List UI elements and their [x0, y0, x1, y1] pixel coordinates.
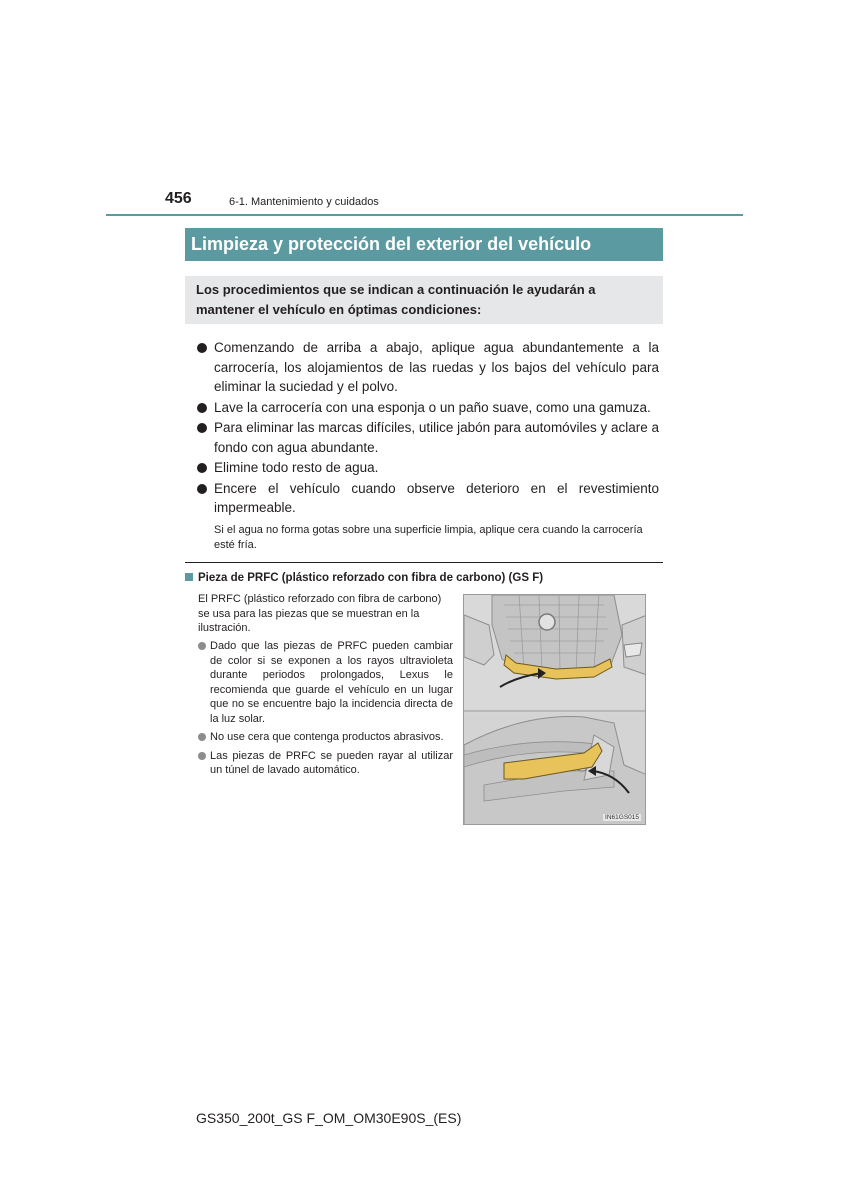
bullet-icon	[197, 484, 207, 494]
cfrp-parts-illustration	[463, 594, 646, 825]
bullet-icon	[197, 403, 207, 413]
square-bullet-icon	[185, 573, 193, 581]
section-title: Limpieza y protección del exterior del vehículo	[185, 228, 663, 261]
header-divider	[106, 214, 743, 216]
list-item-text: No use cera que contenga productos abrasivos.	[210, 731, 444, 743]
list-item-text: Dado que las piezas de PRFC pueden cambiar de color si se exponen a los rayos ultravioleta durante periodos prolongados, Lexus le recomienda que guarde el vehículo en un lugar que no se encuentre bajo la incidencia directa de la luz solar.	[210, 640, 453, 725]
list-item	[198, 730, 453, 745]
list-item	[197, 458, 659, 478]
list-item	[197, 398, 659, 418]
list-item-text: Lave la carrocería con una esponja o un paño suave, como una gamuza.	[214, 399, 651, 415]
section-reference: 6-1. Mantenimiento y cuidados	[229, 196, 379, 208]
bullet-icon	[197, 463, 207, 473]
section-divider	[185, 562, 663, 563]
list-item-text: Encere el vehículo cuando observe deterioro en el revestimiento impermeable.	[214, 480, 659, 515]
list-item	[198, 639, 453, 726]
bullet-icon	[198, 733, 206, 741]
list-item-text: Para eliminar las marcas difíciles, utilice jabón para automóviles y aclare a fondo con agua abundante.	[214, 420, 659, 455]
document-footer: GS350_200t_GS F_OM_OM30E90S_(ES)	[196, 1110, 462, 1126]
list-item	[197, 418, 659, 457]
figure-code: IN61GS015	[605, 814, 639, 821]
car-parts-drawing	[464, 595, 646, 825]
page-number: 456	[165, 190, 192, 207]
subsection-text: El PRFC (plástico reforzado con fibra de carbono) se usa para las piezas que se muestran en la ilustración.	[198, 593, 442, 634]
bullet-icon	[197, 423, 207, 433]
subsection-heading	[185, 572, 543, 584]
intro-text: Los procedimientos que se indican a continuación le ayudarán a mantener el vehículo en óptimas condiciones:	[196, 282, 596, 317]
list-item-text: Las piezas de PRFC se pueden rayar al utilizar un túnel de lavado automático.	[210, 749, 453, 776]
intro-box	[185, 276, 663, 324]
bullet-icon	[197, 343, 207, 353]
list-item-text: Comenzando de arriba a abajo, aplique agua abundantemente a la carrocería, los alojamientos de las ruedas y los bajos del vehículo para eliminar la suciedad y el polvo.	[214, 340, 659, 394]
subsection-heading-text: Pieza de PRFC (plástico reforzado con fibra de carbono) (GS F)	[198, 572, 544, 584]
list-item	[197, 338, 659, 397]
bullet-icon	[198, 642, 206, 650]
bullet-icon	[198, 752, 206, 760]
list-item	[197, 479, 659, 518]
cfrp-notes-list	[198, 639, 453, 782]
wax-note: Si el agua no forma gotas sobre una superficie limpia, aplique cera cuando la carrocería esté fría.	[214, 524, 643, 551]
cleaning-steps-list	[197, 338, 659, 519]
list-item-text: Elimine todo resto de agua.	[214, 460, 379, 475]
list-item	[198, 749, 453, 778]
